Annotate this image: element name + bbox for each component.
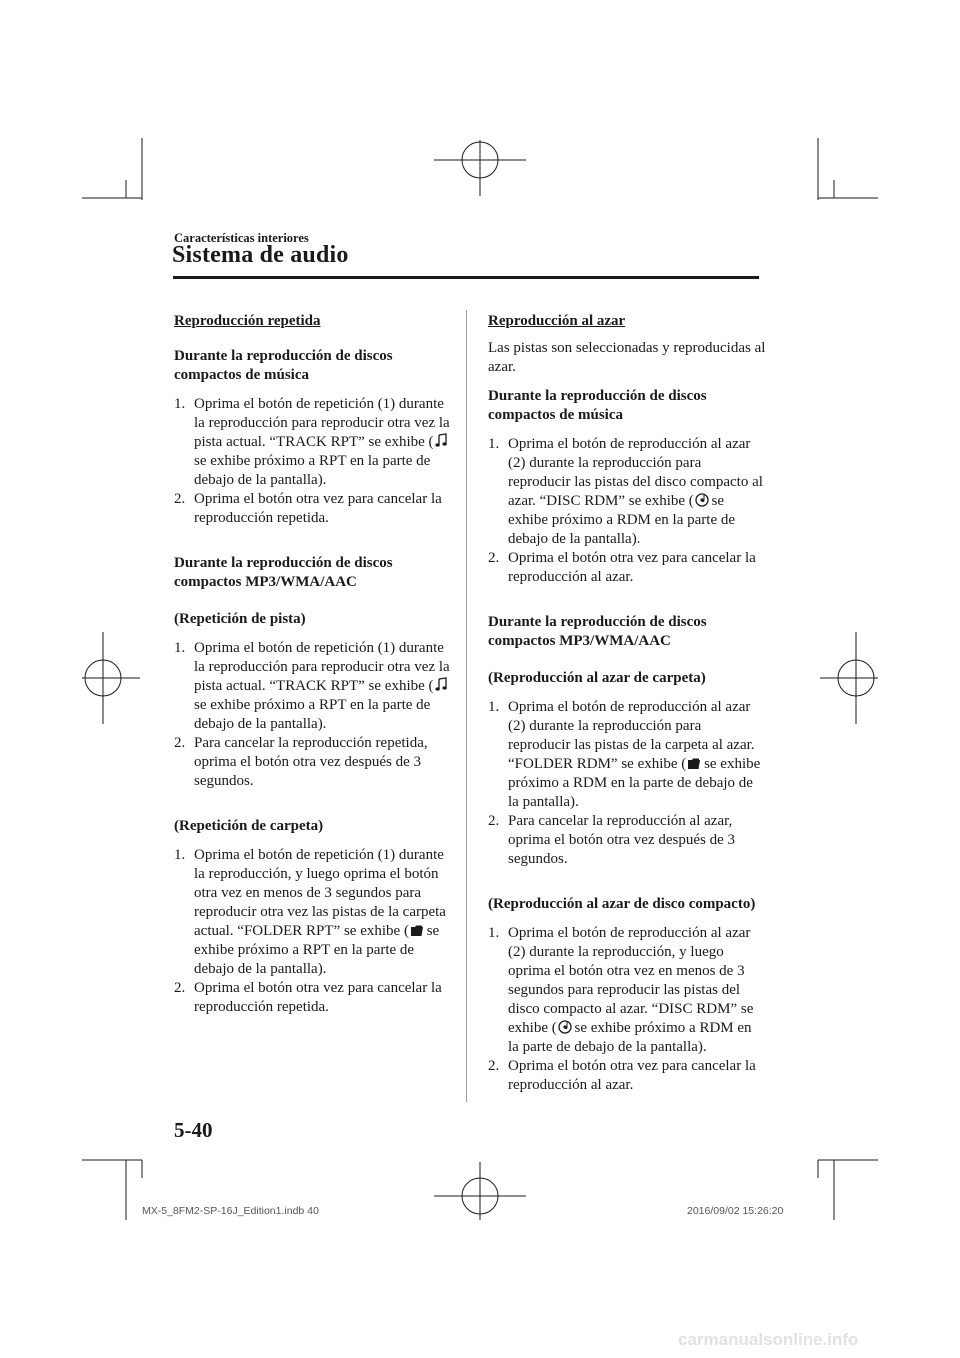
step-list [174, 395, 456, 528]
step-list [174, 846, 456, 1017]
folder-icon [410, 924, 422, 939]
list-item: 1. Oprima el botón de reproducción al azar (2) durante la reproducción para reproducir las pistas de la carpeta al azar. “FOLDER RDM” se exhibe ( se exhibe próximo a RDM en la parte de debajo de la pantalla). [488, 699, 761, 810]
footer-file-info: MX-5_8FM2-SP-16J_Edition1.indb 40 [142, 1205, 319, 1217]
list-item: 2. Para cancelar la reproducción al azar, oprima el botón otra vez después de 3 segundos. [488, 813, 736, 867]
subheading: Durante la reproducción de discos compactos MP3/WMA/AAC [174, 555, 393, 590]
section-heading-random: Reproducción al azar [488, 313, 626, 329]
list-item: 2. Oprima el botón otra vez para cancelar la reproducción repetida. [174, 491, 442, 526]
list-item: 2. Oprima el botón otra vez para cancelar la reproducción al azar. [488, 550, 756, 585]
list-item: 1. Oprima el botón de repetición (1) durante la reproducción, y luego oprima el botón otra vez en menos de 3 segundos para reproducir otra vez las pistas de la carpeta actual. “FOLDER RPT” se exhibe ( se exhibe próximo a RPT en la parte de debajo de la pantalla). [174, 847, 446, 977]
header-rule [173, 276, 759, 279]
column-divider [466, 310, 467, 1102]
list-item: 1. Oprima el botón de reproducción al azar (2) durante la reproducción para reproducir las pistas del disco compacto al azar. “DISC RDM” se exhibe ( se exhibe próximo a RDM en la parte de debajo de la pantalla). [488, 436, 763, 547]
subheading: Durante la reproducción de discos compactos MP3/WMA/AAC [488, 614, 707, 649]
subheading-paren: (Reproducción al azar de disco compacto) [488, 896, 756, 912]
step-list [488, 435, 766, 587]
disc-icon [558, 1020, 570, 1035]
page-number: 5-40 [174, 1118, 213, 1142]
right-column [488, 312, 766, 1113]
list-item: 2. Para cancelar la reproducción repetida, oprima el botón otra vez después de 3 segundos. [174, 735, 428, 789]
step-list [174, 639, 456, 791]
music-note-icon [435, 677, 447, 692]
music-note-icon [435, 433, 447, 448]
intro-text: Las pistas son seleccionadas y reproducidas al azar. [488, 340, 766, 375]
watermark: carmanualsonline.info [678, 1330, 859, 1349]
footer-timestamp: 2016/09/02 15:26:20 [687, 1205, 784, 1217]
subheading: Durante la reproducción de discos compactos de música [488, 388, 707, 423]
subheading-paren: (Repetición de carpeta) [174, 818, 324, 834]
page-title: Sistema de audio [172, 242, 349, 268]
list-item: 1. Oprima el botón de repetición (1) durante la reproducción para reproducir otra vez la pista actual. “TRACK RPT” se exhibe ( se exhibe próximo a RPT en la parte de debajo de la pantalla). [174, 640, 450, 732]
subheading-paren: (Reproducción al azar de carpeta) [488, 670, 706, 686]
step-list [488, 924, 766, 1095]
list-item: 1. Oprima el botón de repetición (1) durante la reproducción para reproducir otra vez la pista actual. “TRACK RPT” se exhibe ( se exhibe próximo a RPT en la parte de debajo de la pantalla). [174, 396, 450, 488]
section-heading-repeat: Reproducción repetida [174, 313, 321, 329]
list-item: 2. Oprima el botón otra vez para cancelar la reproducción al azar. [488, 1058, 756, 1093]
step-list [488, 698, 766, 869]
subheading-paren: (Repetición de pista) [174, 611, 306, 627]
disc-icon [695, 493, 707, 508]
section-kicker: Características interiores [174, 231, 309, 245]
left-column [174, 312, 456, 1035]
folder-icon [687, 757, 699, 772]
list-item: 1. Oprima el botón de reproducción al azar (2) durante la reproducción, y luego oprima el botón otra vez en menos de 3 segundos para reproducir las pistas del disco compacto al azar. “DISC RDM” se exhibe ( se exhibe próximo a RDM en la parte de debajo de la pantalla). [488, 925, 754, 1055]
list-item: 2. Oprima el botón otra vez para cancelar la reproducción repetida. [174, 980, 442, 1015]
subheading: Durante la reproducción de discos compactos de música [174, 348, 393, 383]
